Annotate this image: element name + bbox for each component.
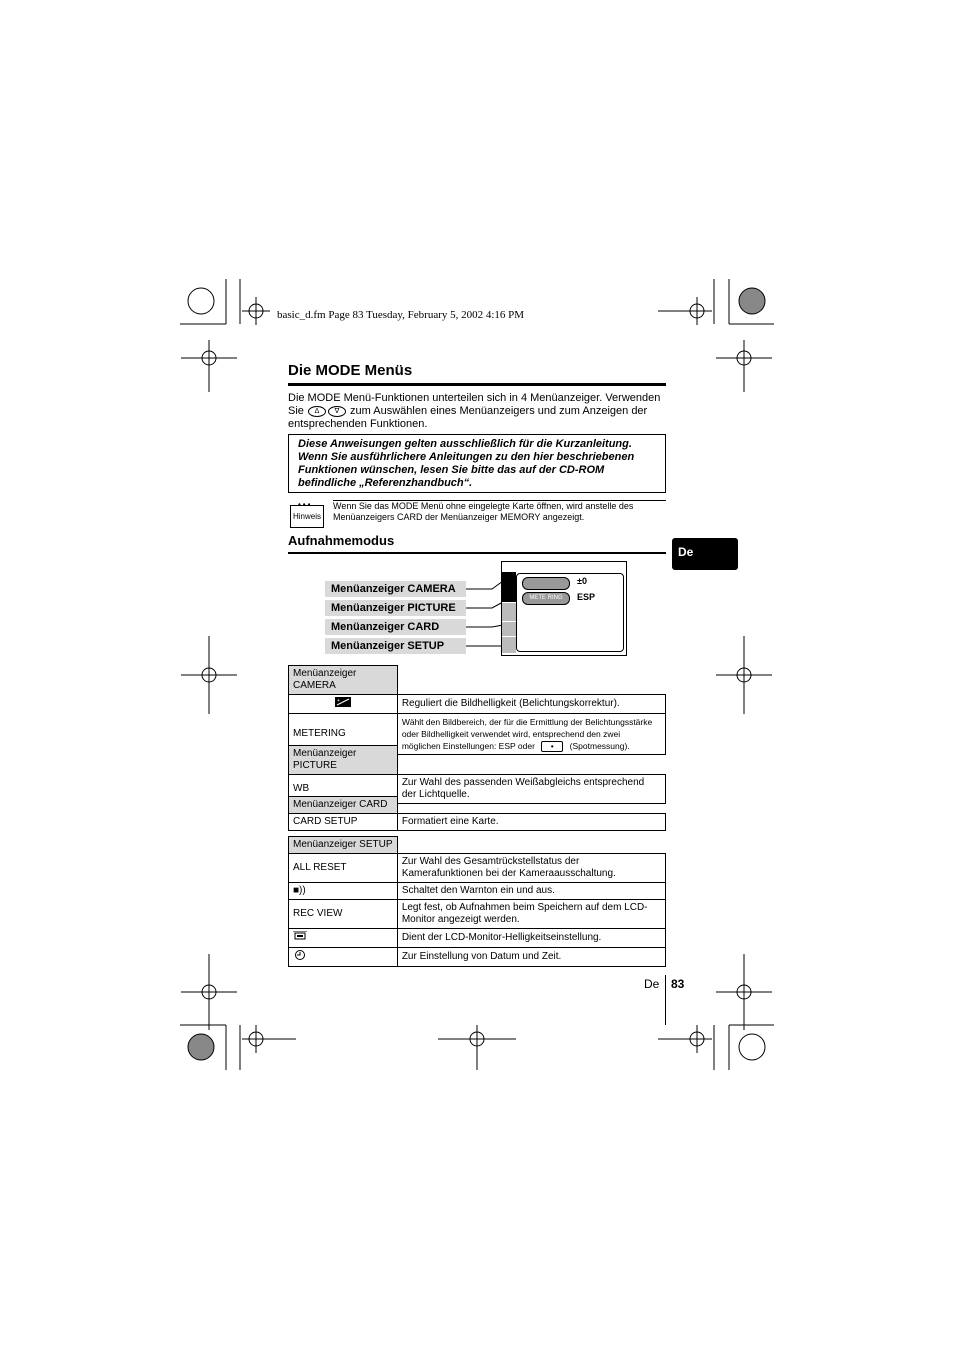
arrow-down-icon: ∇ xyxy=(328,406,346,417)
lcd-row1-value: ±0 xyxy=(577,576,587,586)
setup-row3-name: REC VIEW xyxy=(289,900,398,929)
beep-icon: ■)) xyxy=(289,883,398,900)
card-row1-name: CARD SETUP xyxy=(289,814,398,831)
footer-rule xyxy=(665,975,666,1025)
lcd-row2-pill: METE RING xyxy=(522,592,570,605)
intro-part2: zum Auswählen eines Menüanzeigers und zum Anzeigen der entsprechenden Funktionen. xyxy=(288,405,648,430)
page-title: Die MODE Menüs xyxy=(288,362,413,379)
table-picture-header: Menüanzeiger PICTURE xyxy=(289,746,398,775)
hint-text: Wenn Sie das MODE Menü ohne eingelegte Karte öffnen, wird anstelle des Menüanzeigers CARD der Menüanzeiger MEMORY angezeigt. xyxy=(333,501,634,522)
table-setup xyxy=(288,836,666,967)
clock-icon xyxy=(289,948,398,967)
label-camera: Menüanzeiger CAMERA xyxy=(325,581,466,597)
lcd-tab-strip xyxy=(502,572,516,654)
label-setup: Menüanzeiger SETUP xyxy=(325,638,466,654)
card-row1-desc: Formatiert eine Karte. xyxy=(397,814,665,831)
setup-row2-desc: Schaltet den Warnton ein und aus. xyxy=(397,883,665,900)
camera-row2-text: Wählt den Bildbereich, der für die Ermittlung der Belichtungsstärke oder Bildhelligkeit verwendet wird, entsprechend den zwei möglichen Einstellungen: ESP oder xyxy=(401,717,653,751)
camera-row1-desc: Reguliert die Bildhelligkeit (Belichtungskorrektur). xyxy=(397,695,665,714)
lcd-screen xyxy=(501,561,627,656)
table-camera-header: Menüanzeiger CAMERA xyxy=(289,666,398,695)
spot-metering-icon: • xyxy=(541,741,563,752)
camera-row2-name: METERING xyxy=(289,714,398,755)
monitor-brightness-icon xyxy=(289,929,398,948)
camera-row2-suffix: (Spotmessung). xyxy=(569,741,630,751)
table-setup-header: Menüanzeiger SETUP xyxy=(289,837,398,854)
setup-row5-desc: Zur Einstellung von Datum und Zeit. xyxy=(397,948,665,967)
table-card-header: Menüanzeiger CARD xyxy=(289,797,398,814)
lcd-row1-pill xyxy=(522,577,570,590)
setup-row4-desc: Dient der LCD-Monitor-Helligkeitseinstellung. xyxy=(397,929,665,948)
label-picture: Menüanzeiger PICTURE xyxy=(325,600,466,616)
picture-row1-desc: Zur Wahl des passenden Weißabgleichs entsprechend der Lichtquelle. xyxy=(397,775,665,804)
setup-row3-desc: Legt fest, ob Aufnahmen beim Speichern auf dem LCD-Monitor angezeigt werden. xyxy=(397,900,665,929)
file-info: basic_d.fm Page 83 Tuesday, February 5, 2002 4:16 PM xyxy=(277,309,525,321)
hint-icon: Hinweis xyxy=(290,505,324,528)
hint-dots: ••• xyxy=(298,500,313,509)
setup-row1-desc: Zur Wahl des Gesamtrückstellstatus der Kamerafunktionen bei der Kameraausschaltung. xyxy=(397,854,665,883)
footer-language: De xyxy=(644,977,660,991)
note-text: Diese Anweisungen gelten ausschließlich für die Kurzanleitung. Wenn Sie ausführlichere Anleitungen zu den hier beschriebenen Funktionen wünschen, lesen Sie bitte das auf der CD-ROM befindliche „Referenzhandbuch“. xyxy=(298,438,635,489)
arrow-up-icon: Δ xyxy=(308,406,326,417)
exposure-compensation-icon xyxy=(289,695,398,714)
setup-row1-name: ALL RESET xyxy=(289,854,398,883)
picture-row1-name: WB xyxy=(289,775,398,804)
language-tab-label: De xyxy=(678,545,694,559)
intro-part1: Die MODE Menü-Funktionen unterteilen sich in 4 Menüanzeiger. Verwenden Sie xyxy=(288,392,661,417)
table-card xyxy=(288,796,666,831)
table-camera xyxy=(288,665,666,755)
section-heading: Aufnahmemodus xyxy=(288,533,395,548)
lcd-menu-area xyxy=(516,573,624,652)
lcd-row2-value: ESP xyxy=(577,592,596,602)
page-number: 83 xyxy=(671,977,685,991)
svg-text:+: + xyxy=(336,698,340,704)
label-card: Menüanzeiger CARD xyxy=(325,619,466,635)
